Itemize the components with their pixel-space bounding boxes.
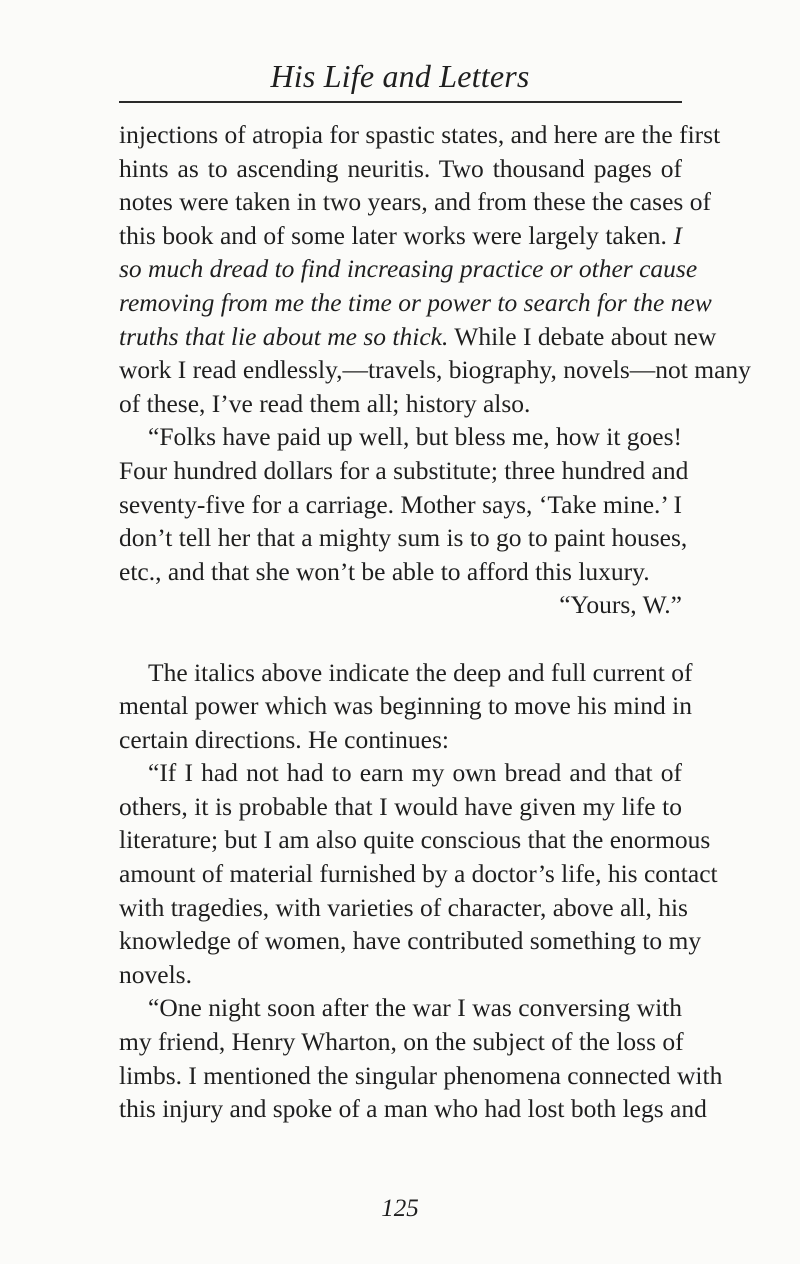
text-run: The italics above indicate the deep and full current of — [148, 657, 693, 687]
text-run: hints as to ascending neuritis. Two thousand pages of — [119, 153, 682, 183]
text-line — [119, 1025, 682, 1059]
text-line — [119, 118, 721, 152]
text-run: Four hundred dollars for a substitute; three hundred and — [119, 455, 689, 485]
text-run: “Folks have paid up well, but bless me, how it goes! — [148, 422, 683, 452]
italic-text: so much dread to find increasing practice or other cause — [119, 254, 698, 284]
text-run: novels. — [119, 959, 192, 989]
text-line — [119, 353, 751, 387]
text-line — [119, 1092, 707, 1126]
text-line — [119, 891, 688, 925]
text-run: this injury and spoke of a man who had lost both legs and — [119, 1094, 707, 1124]
text-line — [119, 656, 693, 690]
text-run: mental power which was beginning to move his mind in — [119, 691, 692, 721]
text-run: with tragedies, with varieties of character, above all, his — [119, 892, 688, 922]
text-run: “One night soon after the war I was conversing with — [148, 993, 682, 1023]
text-run: this book and of some later works were largely taken. — [119, 220, 674, 250]
text-line — [119, 555, 682, 589]
text-line — [119, 723, 682, 757]
text-line — [119, 588, 682, 622]
text-run: seventy-five for a carriage. Mother says, ‘Take mine.’ I — [119, 489, 682, 519]
header-rule — [119, 101, 682, 103]
text-line — [119, 924, 702, 958]
text-line — [119, 185, 711, 219]
text-line — [119, 252, 698, 286]
text-line — [119, 991, 682, 1025]
text-run: injections of atropia for spastic states, and here are the first — [119, 120, 721, 149]
text-run: amount of material furnished by a doctor’s life, his contact — [119, 859, 718, 889]
text-line — [119, 958, 682, 992]
text-run: knowledge of women, have contributed something to my — [119, 926, 702, 956]
text-line — [119, 454, 689, 488]
italic-text: I — [673, 220, 682, 250]
text-run: my friend, Henry Wharton, on the subject of the loss of — [119, 1027, 684, 1057]
text-line — [119, 756, 682, 790]
text-line — [119, 152, 682, 186]
text-run: “Yours, W.” — [559, 590, 682, 620]
text-line — [119, 1059, 723, 1093]
text-line — [119, 387, 682, 421]
text-line — [119, 320, 717, 354]
italic-text: truths that lie about me so thick. — [119, 321, 449, 351]
text-run: don’t tell her that a mighty sum is to go to paint houses, — [119, 523, 688, 553]
text-run: literature; but I am also quite conscious that the enormous — [119, 825, 711, 855]
paragraph-gap — [119, 622, 682, 656]
text-run: While I debate about new — [448, 321, 717, 351]
page-number: 125 — [381, 1195, 419, 1222]
text-line — [119, 790, 682, 824]
text-line — [119, 521, 688, 555]
text-line — [119, 219, 682, 253]
italic-text: removing from me the time or power to search for the new — [119, 287, 712, 317]
text-run: work I read endlessly,—travels, biography, novels—not many — [119, 355, 751, 385]
text-line — [119, 488, 682, 522]
text-line — [119, 857, 718, 891]
text-line — [119, 689, 692, 723]
text-run: etc., and that she won’t be able to afford this luxury. — [119, 556, 650, 586]
text-run: of these, I’ve read them all; history also. — [119, 388, 531, 418]
text-run: “If I had not had to earn my own bread and that of — [148, 758, 682, 788]
text-line — [119, 286, 712, 320]
text-run: limbs. I mentioned the singular phenomena connected with — [119, 1060, 723, 1090]
running-head: His Life and Letters — [270, 58, 530, 94]
text-run: notes were taken in two years, and from these the cases of — [119, 187, 711, 217]
text-line — [119, 823, 711, 857]
body-text — [119, 118, 751, 1126]
text-run: others, it is probable that I would have given my life to — [119, 791, 682, 821]
text-run: certain directions. He continues: — [119, 724, 449, 754]
text-line — [119, 420, 682, 454]
